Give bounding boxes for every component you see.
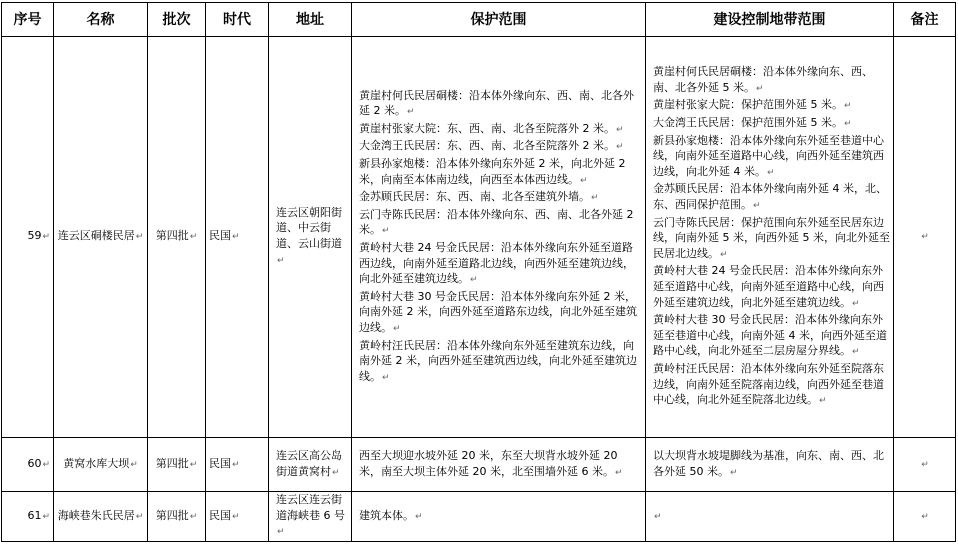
table-row — [2, 37, 956, 438]
cell-control: ↵ — [646, 492, 894, 542]
cell-era: 民国↵ — [206, 492, 269, 542]
cell-address: 连云区连云街道海峡巷 6 号↵ — [269, 492, 352, 542]
header-era: 时代 — [206, 3, 269, 37]
cell-control: 以大坝背水坡堤脚线为基准，向东、南、西、北各外延 50 米。↵ — [646, 438, 894, 492]
protection-entry: 黄岭村汪氏民居：沿本体外缘向东外延至建筑东边线，向南外延 2 米，向西外延至建筑西边线，向北外延至建筑边线。↵ — [359, 338, 637, 383]
protection-entry: 黄崖村何氏民居硐楼：沿本体外缘向东、西、南、北各外延 2 米。↵ — [359, 88, 634, 118]
control-entry: 黄崖村何氏民居硐楼：沿本体外缘向东、西、南、北各外延 5 米。↵ — [653, 65, 873, 94]
cell-no: 59↵ — [2, 37, 54, 438]
header-row — [2, 3, 956, 37]
control-entry: 新县孙家炮楼：沿本体外缘向东外延至巷道中心线，向南外延至道路中心线，向西外延至建筑西边线，向北外延 4 米。↵ — [653, 133, 884, 178]
table-row — [2, 438, 956, 492]
cell-protection: 建筑本体。↵ — [352, 492, 646, 542]
control-entry: 黄岭村汪氏民居：沿本体外缘向东外延至院落东边线，向南外延至院落南边线，向西外延至巷道中心线，向北外延至院落北边线。↵ — [653, 361, 884, 407]
cell-batch: 第四批↵ — [148, 37, 206, 438]
cell-era: 民国↵ — [206, 37, 269, 438]
cell-note: ↵ — [894, 37, 956, 438]
control-entry: 黄岭村大巷 30 号金氏民居：沿本体外缘向东外延至巷道中心线，向南外延 4 米，向西外延至道路中心线，向北外延至二层房屋分界线。↵ — [653, 313, 887, 358]
cell-name: 海峡巷朱氏民居↵ — [54, 492, 148, 542]
protection-entry: 金苏顾氏民居：东、西、南、北各至建筑外墙。↵ — [359, 190, 599, 204]
cell-era: 民国↵ — [206, 438, 269, 492]
cell-address: 连云区高公岛街道黄窝村↵ — [269, 438, 352, 492]
cell-control — [646, 37, 894, 438]
cell-batch: 第四批↵ — [148, 438, 206, 492]
cell-name: 连云区硐楼民居↵ — [54, 37, 148, 438]
cell-protection — [352, 37, 646, 438]
protection-entry: 新县孙家炮楼：沿本体外缘向东外延 2 米，向北外延 2 米，向南至本体南边线，向西至本体西边线。↵ — [359, 157, 626, 186]
cell-batch: 第四批↵ — [148, 492, 206, 542]
header-address: 地址 — [269, 3, 352, 37]
cell-address: 连云区朝阳街道、中云街道、云山街道↵ — [269, 37, 352, 438]
protection-entry: 黄岭村大巷 30 号金氏民居：沿本体外缘向东外延 2 米，向南外延 2 米，向西外延至道路东边线，向北外延至建筑边线。↵ — [359, 289, 637, 334]
control-entry: 黄岭村大巷 24 号金氏民居：沿本体外缘向东外延至道路中心线，向南外延至道路中心线，向西外延至建筑边线，向北外延至建筑边线。↵ — [653, 264, 884, 309]
table-row — [2, 492, 956, 542]
header-control: 建设控制地带范围 — [646, 3, 894, 37]
cell-name: 黄窝水库大坝↵ — [54, 438, 148, 492]
header-no: 序号 — [2, 3, 54, 37]
header-name: 名称 — [54, 3, 148, 37]
heritage-table — [1, 2, 956, 542]
cell-note: ↵ — [894, 438, 956, 492]
control-entry: 黄崖村张家大院：保护范围外延 5 米。↵ — [653, 98, 852, 112]
protection-entry: 大金湾王氏民居：东、西、南、北各至院落外 2 米。↵ — [359, 139, 624, 153]
protection-entry: 黄岭村大巷 24 号金氏民居：沿本体外缘向东外延至道路西边线，向南外延至道路北边线，向西外延至建筑边线，向北外延至建筑边线。↵ — [359, 241, 634, 286]
cell-protection: 西至大坝迎水坡外延 20 米，东至大坝背水坡外延 20 米，南至大坝主体外延 20 米，北至围墙外延 6 米。↵ — [352, 438, 646, 492]
cell-note: ↵ — [894, 492, 956, 542]
control-entry: 金苏顾氏民居：沿本体外缘向南外延 4 米，北、东、西同保护范围。↵ — [653, 182, 887, 212]
protection-entry: 黄崖村张家大院：东、西、南、北各至院落外 2 米。↵ — [359, 121, 624, 135]
control-entry: 云门寺陈氏民居：保护范围向东外延至民居东边线，向南外延 5 米，向西外延 5 米，向北外延至民居北边线。↵ — [653, 215, 890, 260]
header-protection: 保护范围 — [352, 3, 646, 37]
protection-entry: 云门寺陈氏民居：沿本体外缘向东、西、南、北各外延 2 米。↵ — [359, 207, 634, 237]
control-entry: 大金湾王氏民居：保护范围外延 5 米。↵ — [653, 116, 852, 130]
cell-no: 61↵ — [2, 492, 54, 542]
header-note: 备注 — [894, 3, 956, 37]
header-batch: 批次 — [148, 3, 206, 37]
cell-no: 60↵ — [2, 438, 54, 492]
